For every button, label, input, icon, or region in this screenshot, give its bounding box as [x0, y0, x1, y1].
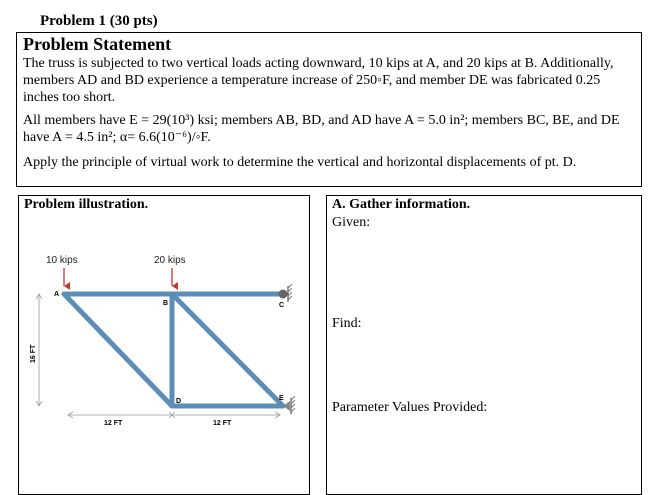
statement-paragraph-3: Apply the principle of virtual work to determine the vertical and horizontal displacements of pt. D. — [23, 155, 577, 170]
statement-paragraph-1: The truss is subjected to two vertical loads acting downward, 10 kips at A, and 20 kips at B. Additionally, members AD and BD experience a temperature increase of 250◦F, and member DE was fabricated 0.25 inches too short. — [23, 56, 614, 105]
node-label-e: E — [279, 395, 284, 402]
pin-support-c — [279, 284, 293, 302]
parameters-label: Parameter Values Provided: — [332, 400, 488, 415]
node-label-c: C — [279, 302, 285, 309]
span1-dimension-label: 12 FT — [104, 420, 123, 427]
find-label: Find: — [332, 316, 362, 331]
member-ad — [64, 294, 172, 406]
truss-members — [64, 294, 283, 406]
node-label-d: D — [176, 398, 182, 405]
span2-dimension-label: 12 FT — [213, 420, 232, 427]
statement-heading: Problem Statement — [23, 34, 172, 54]
span-dimension-line — [68, 412, 280, 418]
member-be — [172, 294, 283, 406]
node-label-a: A — [54, 291, 60, 298]
gather-title: A. Gather information. — [332, 197, 471, 212]
roller-support-e — [283, 396, 295, 414]
node-label-b: B — [163, 300, 169, 307]
statement-paragraph-2: All members have E = 29(10³) ksi; members AB, BD, and AD have A = 5.0 in²; members BC, BE, and DE have A = 4.5 in²; α= 6.6(10⁻⁶)/◦F. — [23, 113, 620, 145]
load-label-b: 20 kips — [154, 255, 186, 266]
problem-header: Problem 1 (30 pts) — [40, 13, 158, 29]
load-label-a: 10 kips — [46, 255, 78, 266]
height-dimension-label: 16 FT — [30, 344, 37, 363]
illustration-title: Problem illustration. — [24, 197, 149, 212]
given-label: Given: — [332, 215, 371, 230]
